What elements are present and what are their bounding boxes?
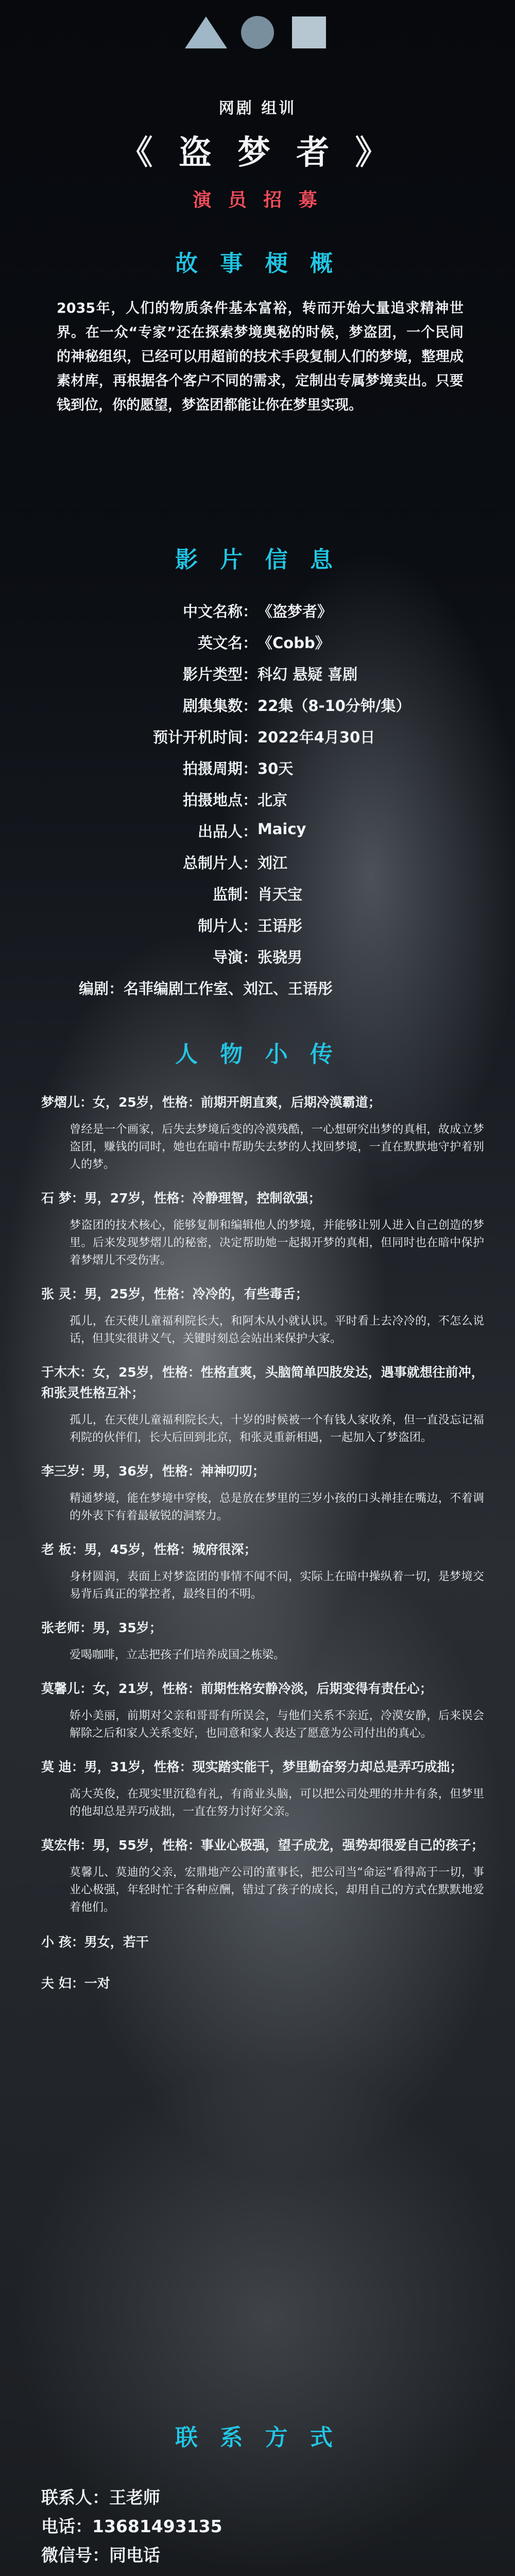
character-description: 娇小美丽，前期对父亲和哥哥有所误会，与他们关系不亲近，冷漠安静，后来误会解除之后和家人关系变好，也同意和家人表达了愿意为公司付出的真心。 — [70, 1709, 484, 1740]
info-value: 《盗梦者》 — [258, 603, 333, 620]
info-label: 拍摄地点： — [182, 791, 258, 809]
character-item — [41, 1679, 484, 1742]
character-heading: 莫宏伟：男，55岁，性格：事业心极强，望子成龙，强势却很爱自己的孩子； — [41, 1838, 484, 1853]
info-row — [0, 694, 515, 726]
info-value: 刘江 — [258, 854, 288, 872]
character-description: 高大英俊，在现实里沉稳有礼，有商业头脑，可以把公司处理的井井有条，但梦里的他却总是弄巧成拙，一直在努力讨好父亲。 — [70, 1788, 484, 1818]
character-item — [41, 1461, 484, 1525]
poster-eyebrow: 网剧 组训 — [218, 99, 297, 117]
character-description: 爱喝咖啡，立志把孩子们培养成国之栋梁。 — [70, 1649, 285, 1662]
character-heading: 小 孩：男女，若干 — [41, 1935, 149, 1950]
story-text: 2035年，人们的物质条件基本富裕，转而开始大量追求精神世界。在一众“专家”还在探索梦境奥秘的时候，梦盗团，一个民间的神秘组织，已经可以用超前的技术手段复制人们的梦境，整理成素材库，再根据各个客户不同的需求，定制出专属梦境卖出。只要钱到位，你的愿望，梦盗团都能让你在梦里实现。 — [57, 300, 464, 413]
info-value: 《Cobb》 — [258, 634, 330, 652]
info-row — [0, 946, 515, 977]
info-row — [0, 852, 515, 883]
info-row — [0, 757, 515, 789]
character-heading: 莫馨儿：女，21岁，性格：前期性格安静冷淡，后期变得有责任心； — [41, 1681, 433, 1696]
logo-square-icon — [286, 14, 332, 50]
character-heading: 夫 妇：一对 — [41, 1976, 110, 1991]
character-heading: 石 梦：男，27岁，性格：冷静理智，控制欲强； — [41, 1191, 321, 1206]
info-value: 2022年4月30日 — [258, 728, 375, 746]
info-row — [0, 977, 515, 1009]
info-value: Maicy — [258, 820, 306, 838]
info-row — [0, 663, 515, 694]
info-label: 总制片人： — [182, 854, 258, 872]
info-value: 王语彤 — [258, 917, 303, 935]
character-heading: 张老师：男，35岁； — [41, 1620, 162, 1635]
logo-circle-icon — [234, 14, 281, 50]
info-label: 监制： — [212, 886, 258, 903]
film-info-title: 影 片 信 息 — [175, 547, 340, 573]
character-item — [41, 1973, 484, 1994]
film-info-list — [0, 600, 515, 1009]
character-item — [41, 1362, 484, 1447]
info-label: 导演： — [212, 948, 258, 966]
info-value: 张骁男 — [258, 948, 303, 966]
contact-wechat: 微信号：同电话 — [41, 2545, 160, 2565]
character-item — [41, 1188, 484, 1269]
characters-title: 人 物 小 传 — [175, 1041, 340, 1067]
character-heading: 梦熠儿：女，25岁，性格：前期开朗直爽，后期冷漠霸道； — [41, 1095, 381, 1110]
info-row — [0, 600, 515, 632]
character-description: 梦盗团的技术核心，能够复制和编辑他人的梦境，并能够让别人进入自己创造的梦里。后来发现梦熠儿的秘密，决定帮助她一起揭开梦的真相，但同时也在暗中保护着梦熠儿不受伤害。 — [70, 1219, 484, 1267]
character-heading: 张 灵：男，25岁，性格：冷冷的，有些毒舌； — [41, 1286, 308, 1301]
info-value: 22集（8-10分钟/集） — [258, 697, 411, 715]
info-label: 中文名称： — [182, 603, 258, 620]
info-label: 出品人： — [197, 823, 258, 840]
character-heading: 于木木：女，25岁，性格：性格直爽，头脑简单四肢发达，遇事就想往前冲，和张灵性格互补； — [41, 1365, 484, 1400]
logo-triangle-icon — [183, 14, 229, 50]
contact-phone[interactable]: 电话：13681493135 — [41, 2516, 222, 2536]
info-value: 科幻 悬疑 喜剧 — [258, 666, 358, 683]
character-heading: 老 板：男，45岁，性格：城府很深； — [41, 1542, 257, 1557]
info-label: 制片人： — [197, 917, 258, 935]
character-description: 孤儿，在天使儿童福利院长大，和阿木从小就认识。平时看上去冷冷的，不怎么说话，但其实很讲义气，关键时刻总会站出来保护大家。 — [70, 1315, 484, 1345]
contact-title: 联 系 方 式 — [175, 2425, 340, 2451]
info-row — [0, 789, 515, 820]
character-item — [41, 1092, 484, 1174]
character-heading: 李三岁：男，36岁，性格：神神叨叨； — [41, 1464, 265, 1479]
info-row — [0, 820, 515, 852]
character-item — [41, 1618, 484, 1664]
info-label: 编剧： — [78, 980, 124, 997]
info-value: 30天 — [258, 760, 294, 777]
character-item — [41, 1284, 484, 1348]
contact-list — [41, 2483, 453, 2576]
info-label: 影片类型： — [182, 666, 258, 683]
story-title: 故 事 梗 概 — [175, 250, 340, 277]
character-item — [41, 1932, 484, 1953]
character-description: 身材圆润，表面上对梦盗团的事情不闻不问，实际上在暗中操纵着一切，是梦境交易背后真正的掌控者，最终目的不明。 — [70, 1570, 484, 1601]
character-description: 精通梦境，能在梦境中穿梭，总是放在梦里的三岁小孩的口头禅挂在嘴边，不着调的外表下有着最敏锐的洞察力。 — [70, 1492, 484, 1522]
recruit-heading: 演 员 招 募 — [193, 190, 322, 211]
contact-person: 联系人：王老师 — [41, 2487, 160, 2507]
info-label: 拍摄周期： — [182, 760, 258, 777]
character-description: 曾经是一个画家，后失去梦境后变的冷漠残酷，一心想研究出梦的真相，故成立梦盗团，赚钱的同时，她也在暗中帮助失去梦的人找回梦境，一直在默默地守护着别人的梦。 — [70, 1123, 484, 1171]
contact-spacer — [41, 2570, 453, 2576]
character-description: 孤儿，在天使儿童福利院长大，十岁的时候被一个有钱人家收养，但一直没忘记福利院的伙伴们，长大后回到北京，和张灵重新相遇，一起加入了梦盗团。 — [70, 1414, 484, 1444]
character-heading: 莫 迪：男，31岁，性格：现实踏实能干，梦里勤奋努力却总是弄巧成拙； — [41, 1759, 463, 1774]
info-row — [0, 726, 515, 757]
info-row — [0, 632, 515, 663]
character-item — [41, 1835, 484, 1917]
character-item — [41, 1539, 484, 1603]
info-value: 肖天宝 — [258, 886, 303, 903]
character-list — [41, 1092, 484, 2008]
info-value: 名菲编剧工作室、刘江、王语彤 — [124, 980, 333, 997]
character-item — [41, 1757, 484, 1821]
info-row — [0, 883, 515, 914]
info-label: 剧集集数： — [182, 697, 258, 715]
info-row — [0, 914, 515, 946]
poster-title: 《 盗 梦 者 》 — [119, 134, 396, 172]
logo — [0, 14, 515, 50]
info-label: 预计开机时间： — [152, 728, 258, 746]
character-description: 莫馨儿、莫迪的父亲，宏鼎地产公司的董事长，把公司当“命运”看得高于一切，事业心极强，年轻时忙于各种应酬，错过了孩子的成长，却用自己的方式在默默地爱着他们。 — [70, 1866, 484, 1914]
info-label: 英文名： — [197, 634, 258, 652]
info-value: 北京 — [258, 791, 288, 809]
